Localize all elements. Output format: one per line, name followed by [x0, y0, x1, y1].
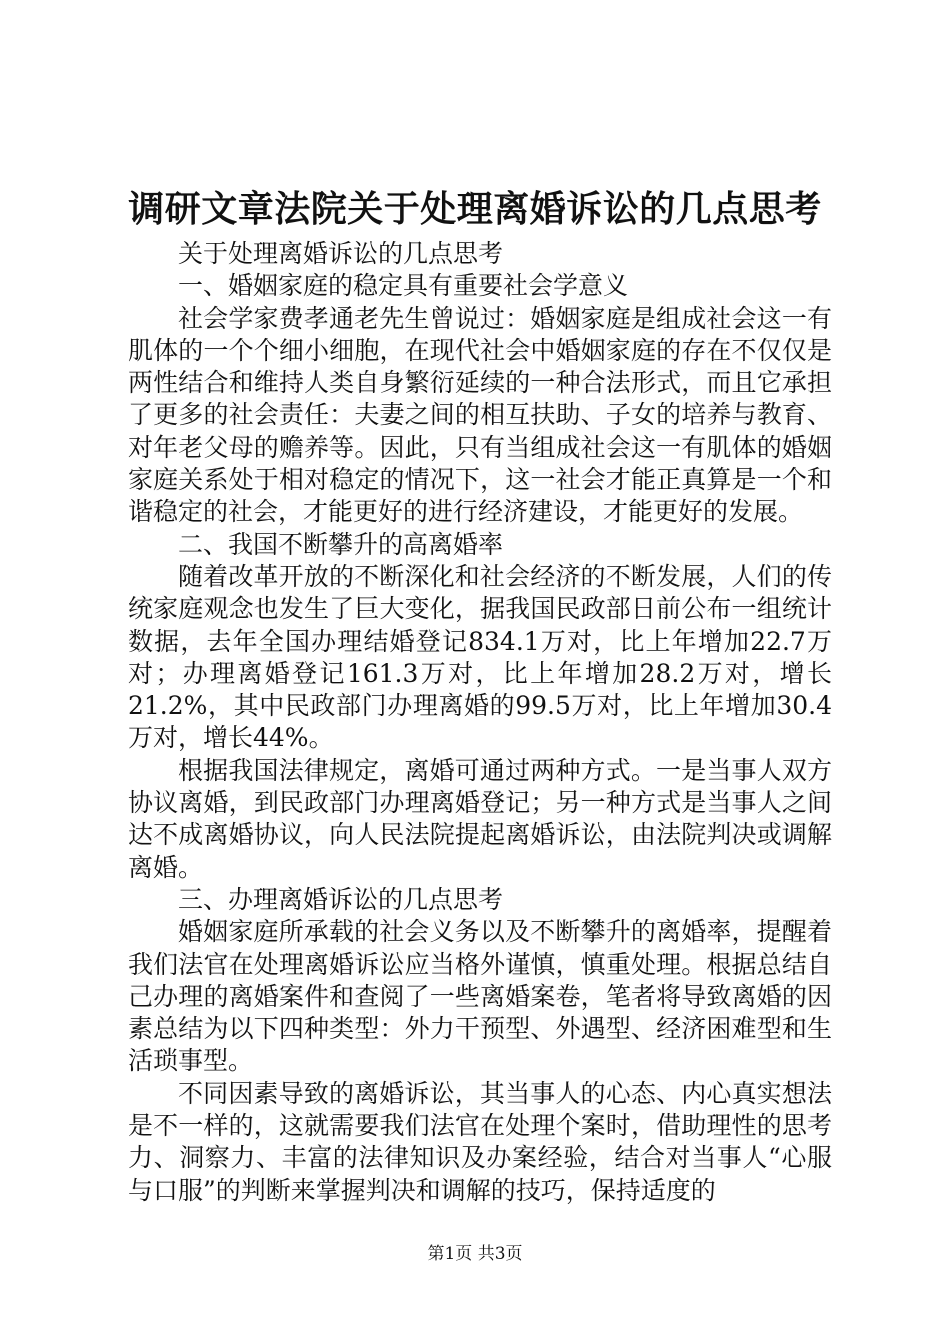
section-1-paragraph-1: 社会学家费孝通老先生曾说过：婚姻家庭是组成社会这一有肌体的一个个细小细胞，在现代社会中婚姻家庭的存在不仅仅是两性结合和维持人类自身繁衍延续的一种合法形式，而且它承担了更多的社会责任：夫妻之间的相互扶助、子女的培养与教育、对年老父母的赡养等。因此，只有当组成社会这一有肌体的婚姻家庭关系处于相对稳定的情况下，这一社会才能正真算是一个和谐稳定的社会，才能更好的进行经济建设，才能更好的发展。 [128, 303, 832, 527]
section-3-paragraph-2: 不同因素导致的离婚诉讼，其当事人的心态、内心真实想法是不一样的，这就需要我们法官在处理个案时，借助理性的思考力、洞察力、丰富的法律知识及办案经验，结合对当事人“心服与口服”的判断来掌握判决和调解的技巧，保持适度的 [128, 1078, 832, 1205]
section-3-heading: 三、办理离婚诉讼的几点思考 [178, 884, 504, 914]
document-title: 调研文章法院关于处理离婚诉讼的几点思考 [128, 188, 822, 230]
page-footer: 第1页 共3页 [427, 1244, 523, 1264]
document-body [128, 238, 832, 1207]
section-2-paragraph-2: 根据我国法律规定，离婚可通过两种方式。一是当事人双方协议离婚，到民政部门办理离婚登记；另一种方式是当事人之间达不成离婚协议，向人民法院提起离婚诉讼，由法院判决或调解离婚。 [128, 755, 832, 882]
section-1-heading: 一、婚姻家庭的稳定具有重要社会学意义 [178, 271, 629, 301]
document-subtitle: 关于处理离婚诉讼的几点思考 [178, 239, 504, 268]
section-2-paragraph-1: 随着改革开放的不断深化和社会经济的不断发展，人们的传统家庭观念也发生了巨大变化，据我国民政部日前公布一组统计数据，去年全国办理结婚登记834.1万对，比上年增加22.7万对；办理离婚登记161.3万对，比上年增加28.2万对，增长21.2%，其中民政部门办理离婚的99.5万对，比上年增加30.4万对，增长44%。 [128, 561, 832, 753]
section-2-heading: 二、我国不断攀升的高离婚率 [178, 529, 504, 559]
section-3-paragraph-1: 婚姻家庭所承载的社会义务以及不断攀升的离婚率，提醒着我们法官在处理离婚诉讼应当格外谨慎，慎重处理。根据总结自己办理的离婚案件和查阅了一些离婚案卷，笔者将导致离婚的因素总结为以下四种类型：外力干预型、外遇型、经济困难型和生活琐事型。 [128, 917, 832, 1076]
